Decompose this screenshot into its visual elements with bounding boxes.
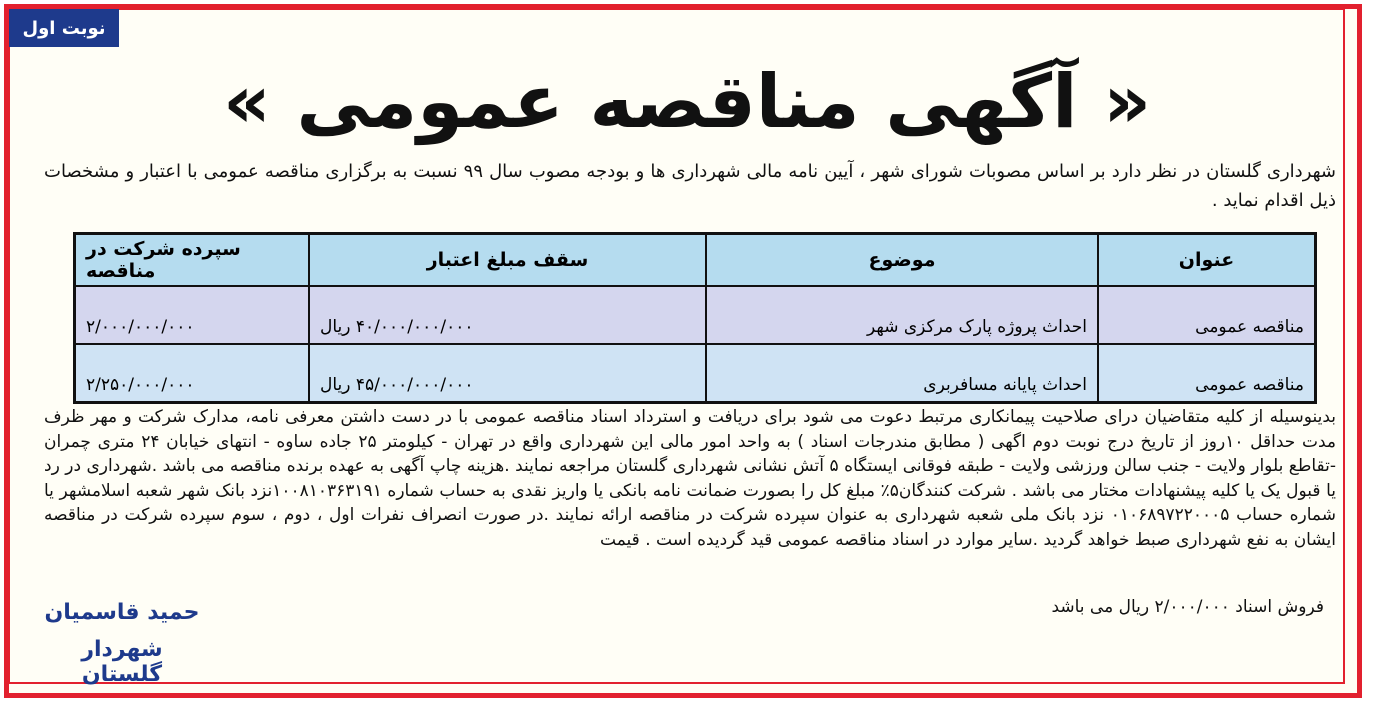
cell-title: مناقصه عمومی: [1098, 344, 1316, 403]
cell-subject: احداث پروژه پارک مرکزی شهر: [706, 286, 1098, 344]
header-title: عنوان: [1098, 234, 1316, 287]
tender-table: [73, 232, 1317, 404]
body-paragraph: بدینوسیله از کلیه متقاضیان درای صلاحیت پیمانکاری مرتبط دعوت می شود برای دریافت و استرداد اسناد مناقصه عمومی با در دست داشتن معرفی نامه، مدارک شرکت و مهر ظرف مدت حداقل ۱۰روز از تاریخ درج نوبت دوم اگهی ( مطابق مندرجات اسناد ) به واحد امور مالی این شهرداری واقع در تهران - کیلومتر ۲۵ جاده ساوه - انتهای خیابان ۲۴ متری چمران -تقاطع بلوار ولایت - جنب سالن ورزشی ولایت - طبقه فوقانی ایستگاه ۵ آتش نشانی شهرداری گلستان مراجعه نمایند .هزینه چاپ آگهی به عهده برنده مناقصه می باشد .شهرداری در رد یا قبول یک یا کلیه پیشنهادات مختار می باشد . شرکت کنندگان۵٪ مبلغ کل را بصورت ضمانت نامه بانکی یا واریز نقدی به حساب شماره ۱۰۰۸۱۰۳۶۳۱۹۱نزد بانک شهر شعبه اسلامشهر یا شماره حساب ۰۱۰۶۸۹۷۲۲۰۰۰۵ نزد بانک ملی شعبه شهرداری به عنوان سپرده شرکت در مناقصه ارائه نمایند .در صورت انصراف نفرات اول ، دوم ، سوم سپرده شرکت در مناقصه ایشان به نفع شهرداری صبط خواهد گردید .سایر موارد در اسناد مناقصه عمومی قید گردیده است . قیمت: [44, 407, 1337, 550]
cell-credit-cap: ۴۰/۰۰۰/۰۰۰/۰۰۰ ریال: [309, 286, 706, 344]
document-price-line: فروش اسناد ۲/۰۰۰/۰۰۰ ریال می باشد: [1051, 597, 1324, 617]
table-row: [75, 286, 1316, 344]
cell-deposit: ۲/۲۵۰/۰۰۰/۰۰۰: [75, 344, 310, 403]
table-row: [75, 344, 1316, 403]
intro-paragraph: شهرداری گلستان در نظر دارد بر اساس مصوبات شورای شهر ، آیین نامه مالی شهرداری ها و بودجه مصوب سال ۹۹ نسبت به برگزاری مناقصه عمومی با اعتبار و مشخصات ذیل اقدام نماید .: [44, 161, 1337, 211]
header-credit-cap: سقف مبلغ اعتبار: [309, 234, 706, 287]
cell-title: مناقصه عمومی: [1098, 286, 1316, 344]
signer-role: شهردار گلستان: [81, 637, 163, 687]
table-header-row: [75, 234, 1316, 287]
signer-name: حمید قاسمیان: [44, 600, 200, 625]
header-subject: موضوع: [706, 234, 1098, 287]
round-badge: نوبت اول: [9, 9, 119, 47]
cell-deposit: ۲/۰۰۰/۰۰۰/۰۰۰: [75, 286, 310, 344]
cell-credit-cap: ۴۵/۰۰۰/۰۰۰/۰۰۰ ریال: [309, 344, 706, 403]
header-deposit: سپرده شرکت در مناقصه: [75, 234, 310, 287]
cell-subject: احداث پایانه مسافربری: [706, 344, 1098, 403]
page-title: « آگهی مناقصه عمومی »: [222, 59, 1152, 145]
